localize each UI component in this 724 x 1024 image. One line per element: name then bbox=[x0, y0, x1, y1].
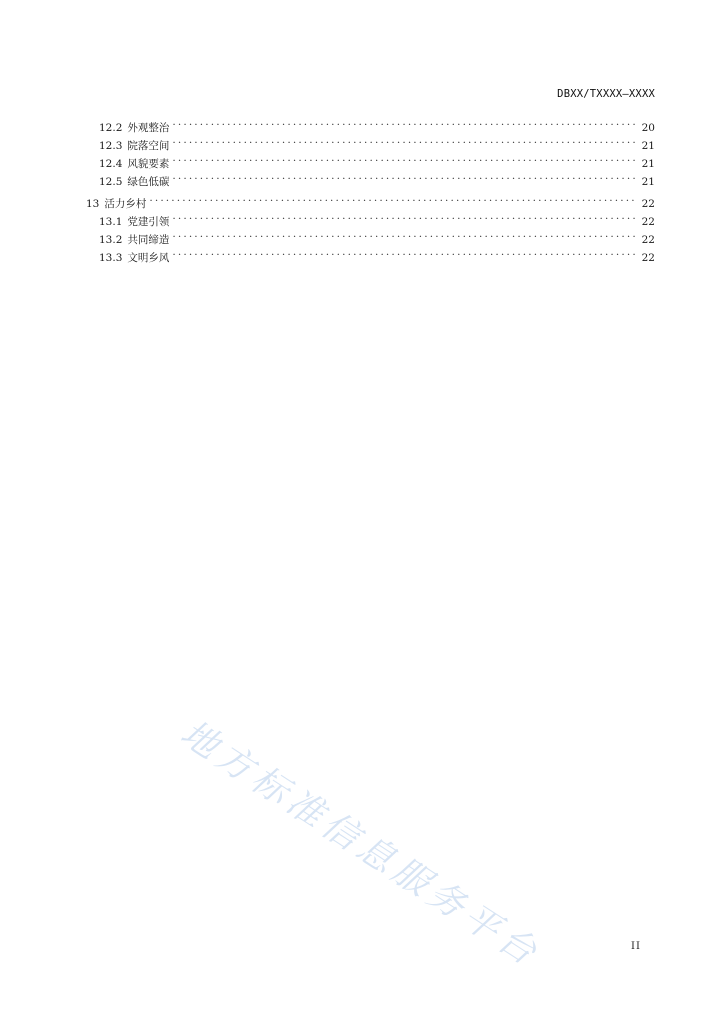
toc-entry-title: 绿色低碳 bbox=[127, 176, 170, 188]
toc-entry-number: 13.3 bbox=[99, 252, 123, 264]
toc-entry-13[interactable] bbox=[86, 189, 655, 210]
toc-entry-page: 22 bbox=[641, 216, 655, 228]
document-code: DBXX/TXXXX—XXXX bbox=[557, 88, 655, 100]
toc-dot-leader bbox=[172, 225, 635, 243]
toc-dot-leader bbox=[172, 149, 635, 167]
toc-entry-page: 22 bbox=[641, 234, 655, 246]
toc-entry-title: 共同缔造 bbox=[127, 234, 170, 246]
toc-entry-page: 20 bbox=[641, 122, 655, 134]
toc-entry-page: 21 bbox=[641, 176, 655, 188]
toc-dot-leader bbox=[172, 207, 635, 225]
toc-entry-page: 21 bbox=[641, 140, 655, 152]
toc-dot-leader bbox=[172, 167, 635, 185]
table-of-contents bbox=[86, 113, 655, 264]
toc-entry-title: 外观整治 bbox=[127, 122, 170, 134]
toc-entry-page: 22 bbox=[641, 198, 655, 210]
watermark: 地方标准信息服务平台 bbox=[173, 712, 548, 976]
toc-entry-title: 风貌要素 bbox=[127, 158, 170, 170]
toc-entry-number: 13.1 bbox=[99, 216, 123, 228]
toc-entry-title: 文明乡风 bbox=[127, 252, 170, 264]
toc-entry-number: 12.4 bbox=[99, 158, 123, 170]
toc-entry-13-1[interactable] bbox=[86, 207, 655, 228]
toc-entry-12-3[interactable] bbox=[86, 131, 655, 152]
toc-entry-title: 院落空间 bbox=[127, 140, 170, 152]
toc-dot-leader bbox=[172, 243, 635, 261]
toc-entry-page: 22 bbox=[641, 252, 655, 264]
toc-dot-leader bbox=[149, 189, 635, 207]
toc-entry-number: 12.5 bbox=[99, 176, 123, 188]
toc-dot-leader bbox=[172, 113, 635, 131]
toc-entry-number: 13 bbox=[86, 198, 100, 210]
toc-entry-page: 21 bbox=[641, 158, 655, 170]
toc-entry-12-4[interactable] bbox=[86, 149, 655, 170]
toc-entry-number: 13.2 bbox=[99, 234, 123, 246]
toc-entry-number: 12.3 bbox=[99, 140, 123, 152]
toc-entry-12-2[interactable] bbox=[86, 113, 655, 134]
toc-entry-13-3[interactable] bbox=[86, 243, 655, 264]
toc-entry-12-5[interactable] bbox=[86, 167, 655, 188]
toc-entry-title: 活力乡村 bbox=[104, 198, 147, 210]
toc-dot-leader bbox=[172, 131, 635, 149]
toc-entry-title: 党建引领 bbox=[127, 216, 170, 228]
page-number: II bbox=[631, 941, 641, 952]
toc-entry-13-2[interactable] bbox=[86, 225, 655, 246]
toc-entry-number: 12.2 bbox=[99, 122, 123, 134]
